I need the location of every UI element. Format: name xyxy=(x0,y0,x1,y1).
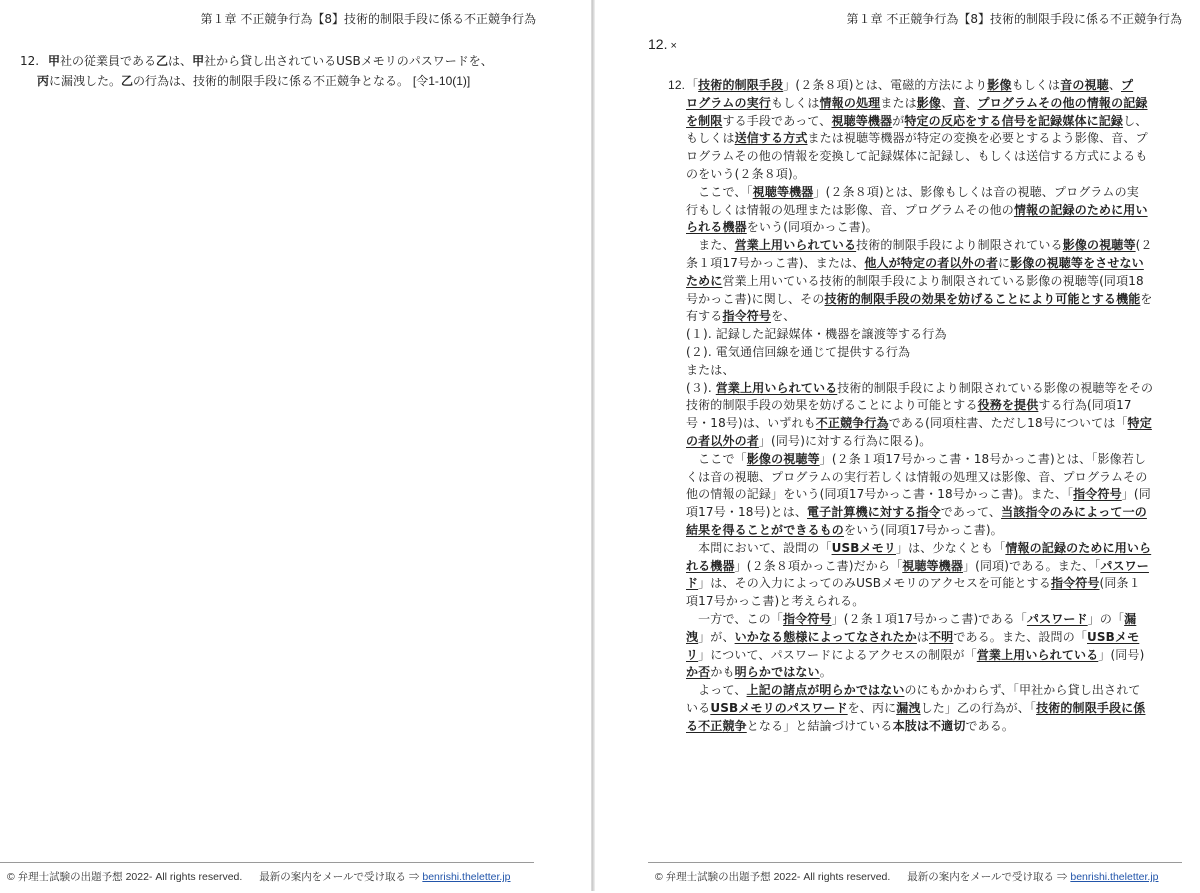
emphasis-term: パスワード xyxy=(1026,611,1088,626)
emphasis-term: プ xyxy=(1120,78,1134,92)
text-segment: 」(２条１項17号かっこ書・18号かっこ書)とは、「影像若し xyxy=(819,451,1147,466)
text-segment: であって、 xyxy=(940,505,1002,520)
text-segment: 社から貸し出されているUSBメモリのパスワードを、 xyxy=(204,54,493,68)
question-text-line2 xyxy=(37,74,409,88)
text-segment: した」乙の行為が、「 xyxy=(920,700,1037,715)
text-segment: 社の従業員である xyxy=(60,54,157,68)
emphasis-term: 役務を提供 xyxy=(977,398,1039,413)
text-segment: (１). 記録した記録媒体・機器を譲渡等する行為 xyxy=(686,327,947,342)
explanation-line xyxy=(686,540,1180,558)
bold-term: 丙 xyxy=(37,74,50,88)
explanation-number: 12. xyxy=(668,78,686,92)
text-segment: くは音の視聴、プログラムの実行若しくは情報の処理又は影像、音、プログラムその xyxy=(686,469,1148,484)
text-segment: もしくは xyxy=(686,131,735,146)
question-line-2 xyxy=(20,71,540,91)
emphasis-term: 影像の視聴等 xyxy=(1062,238,1136,253)
emphasis-term: 音 xyxy=(953,95,966,110)
text-segment: よって、 xyxy=(686,683,747,698)
text-segment: の行為は、技術的制限手段に係る不正競争となる。 xyxy=(133,74,410,88)
incorrect-mark-icon: × xyxy=(670,40,677,52)
emphasis-term: 営業上用いられている xyxy=(734,238,857,253)
footer-copyright: © 弁理士試験の出題予想 2022- All rights reserved. xyxy=(7,871,243,883)
emphasis-term: 影像の視聴等をさせない xyxy=(1010,255,1144,270)
text-segment: 他の情報の記録」をいう(同項17号かっこ書・18号かっこ書)。また、「 xyxy=(686,487,1074,502)
footer xyxy=(648,862,1182,893)
emphasis-term: 指令符号 xyxy=(782,611,832,626)
emphasis-term: 結果を得ることができるもの xyxy=(686,522,844,537)
explanation-line xyxy=(686,682,1180,700)
explanation-line xyxy=(686,486,1180,504)
text-segment: 技術的制限手段により制限されている xyxy=(856,238,1063,253)
explanation-line xyxy=(686,664,1180,682)
bold-term: 甲 xyxy=(192,54,205,68)
text-segment: 」が、 xyxy=(698,629,735,644)
text-segment: 」(２条１項17号かっこ書)である「 xyxy=(831,611,1027,626)
explanation-line xyxy=(686,202,1180,220)
answer-mark xyxy=(648,36,677,52)
emphasis-term: 技術的制限手段 xyxy=(698,78,784,92)
text-segment: 」(２条８項)とは、電磁的方法により xyxy=(783,78,988,92)
explanation-line xyxy=(686,504,1180,522)
question-number: 12. xyxy=(20,54,40,68)
emphasis-term: リ xyxy=(686,647,699,662)
text-segment: かも xyxy=(710,665,735,680)
emphasis-term: 営業上用いられている xyxy=(976,647,1099,662)
text-segment: または、 xyxy=(686,362,735,377)
text-segment: し、 xyxy=(1123,113,1148,128)
text-segment: する手段であって、 xyxy=(722,113,832,128)
emphasis-term: 影像 xyxy=(916,95,942,110)
text-segment: 」は、その入力によってのみUSBメモリのアクセスを可能とする xyxy=(698,576,1051,591)
emphasis-term: れる機器 xyxy=(686,558,735,573)
bold-term: 本肢は不適切 xyxy=(892,718,966,733)
text-segment: 」(同号) xyxy=(1098,647,1145,662)
explanation-line xyxy=(686,219,1180,237)
explanation-line xyxy=(686,166,1180,184)
chapter-header: 第１章 不正競争行為【8】技術的制限手段に係る不正競争行為 xyxy=(200,12,536,26)
emphasis-term: 不正競争行為 xyxy=(815,416,889,431)
text-segment: に漏洩した。 xyxy=(49,74,122,88)
explanation-line xyxy=(686,718,1180,736)
explanation-line xyxy=(686,397,1180,415)
emphasis-term: 特定の反応をする信号を記録媒体に記録 xyxy=(904,113,1124,128)
text-segment: 行もしくは情報の処理または影像、音、プログラムその他の xyxy=(686,202,1014,217)
text-segment: 。 xyxy=(819,665,832,680)
text-segment: のをいう(２条８項)。 xyxy=(686,166,806,181)
emphasis-term: 営業上用いられている xyxy=(715,380,838,395)
emphasis-term: 他人が特定の者以外の者 xyxy=(864,255,999,270)
text-segment: 営業上用いている技術的制限手段により制限されている影像の視聴等(同項18 xyxy=(722,273,1144,288)
text-segment: ログラムその他の情報を変換して記録媒体に記録し、もしくは送信する方式によるも xyxy=(686,149,1148,164)
emphasis-term: ログラムの実行 xyxy=(686,95,771,110)
text-segment: 本問において、設問の「 xyxy=(686,540,832,555)
text-segment: 」について、パスワードによるアクセスの制限が「 xyxy=(698,647,977,662)
text-segment: を xyxy=(1140,291,1153,306)
emphasis-term: ド xyxy=(686,576,699,591)
text-segment: 号・18号)は、いずれも xyxy=(686,416,816,431)
text-segment: ここで、「 xyxy=(686,184,753,199)
question-line-1 xyxy=(20,51,540,71)
text-segment: 一方で、この「 xyxy=(686,611,783,626)
text-segment: は、 xyxy=(168,54,193,68)
text-segment: 、 xyxy=(1108,78,1121,92)
emphasis-term: 音の視聴 xyxy=(1060,78,1109,92)
explanation-line xyxy=(686,575,1180,593)
question-citation: [令1-10(1)] xyxy=(412,74,471,88)
emphasis-term: 明らかではない xyxy=(734,665,820,680)
footer-notice: 最新の案内をメールで受け取る ⇒ xyxy=(259,871,420,883)
emphasis-term: 影像 xyxy=(987,78,1012,92)
emphasis-term: 洩 xyxy=(686,629,699,644)
explanation-line xyxy=(686,130,1180,148)
emphasis-term: 情報の記録のために用いら xyxy=(1005,540,1152,555)
explanation-line xyxy=(686,451,1180,469)
explanation-line xyxy=(686,184,1180,202)
emphasis-term: 漏洩 xyxy=(896,700,921,715)
emphasis-term: 技術的制限手段に係 xyxy=(1036,700,1146,715)
emphasis-term: を制限 xyxy=(686,113,723,128)
text-segment: 条１項17号かっこ書)、または、 xyxy=(686,255,865,270)
emphasis-term: 視聴等機器 xyxy=(902,558,963,573)
explanation-line xyxy=(686,308,1180,326)
emphasis-term: 指令符号 xyxy=(1073,487,1122,502)
emphasis-term: られる機器 xyxy=(686,220,747,235)
explanation-line xyxy=(686,593,1180,611)
explanation-line xyxy=(686,291,1180,309)
text-segment: (同条１ xyxy=(1099,576,1141,591)
explanation-line xyxy=(686,326,1180,344)
emphasis-term: 送信する方式 xyxy=(734,131,808,146)
explanation-line xyxy=(686,237,1180,255)
footer-link[interactable]: benrishi.theletter.jp xyxy=(1070,871,1159,883)
bold-term: 乙 xyxy=(156,54,169,68)
emphasis-term: 特定 xyxy=(1127,416,1152,431)
explanation-line xyxy=(686,148,1180,166)
explanation-line xyxy=(686,113,1180,131)
footer-notice: 最新の案内をメールで受け取る ⇒ xyxy=(907,871,1068,883)
text-segment: (２). 電気通信回線を通じて提供する行為 xyxy=(686,344,911,359)
explanation-line xyxy=(686,255,1180,273)
explanation xyxy=(668,77,1180,735)
emphasis-term: 指令符号 xyxy=(722,309,772,324)
explanation-line xyxy=(686,77,1180,95)
text-segment: 「 xyxy=(686,78,699,92)
text-segment: をいう(同項17号かっこ書)。 xyxy=(843,522,1003,537)
emphasis-term: 電子計算機に対する指令 xyxy=(807,505,941,520)
explanation-line xyxy=(686,558,1180,576)
left-page xyxy=(0,0,591,891)
text-segment: いる xyxy=(686,700,711,715)
text-segment: のにもかかわらず、「甲社から貸し出されて xyxy=(904,683,1141,698)
text-segment: 技術的制限手段により制限されている影像の視聴等をその xyxy=(837,380,1154,395)
emphasis-term: 当該指令のみによって一の xyxy=(1001,505,1147,520)
text-segment: となる」と結論づけている xyxy=(746,718,893,733)
text-segment: また、 xyxy=(686,238,735,253)
footer xyxy=(0,862,534,893)
text-segment: 号かっこ書)に関し、その xyxy=(686,291,825,306)
text-segment: 」(同 xyxy=(1121,487,1151,502)
emphasis-term: 指令符号 xyxy=(1050,576,1100,591)
text-segment: 」(２条８項)とは、影像もしくは音の視聴、プログラムの実 xyxy=(813,184,1139,199)
explanation-line xyxy=(686,380,1180,398)
text-segment: である。また、設問の「 xyxy=(953,629,1087,644)
emphasis-term: ために xyxy=(686,273,723,288)
emphasis-term: 漏 xyxy=(1124,611,1137,626)
footer-copyright: © 弁理士試験の出題予想 2022- All rights reserved. xyxy=(655,871,891,883)
explanation-line xyxy=(686,700,1180,718)
text-segment: もしくは xyxy=(1011,78,1061,92)
emphasis-term: の者以外の者 xyxy=(686,433,759,448)
text-segment: が xyxy=(892,113,905,128)
text-segment: ここで「 xyxy=(686,451,747,466)
emphasis-term: 不明 xyxy=(929,629,954,644)
explanation-line xyxy=(686,629,1180,647)
emphasis-term: る不正競争 xyxy=(686,718,747,733)
text-segment: をいう(同項かっこ書)。 xyxy=(746,220,878,235)
explanation-line xyxy=(686,469,1180,487)
text-segment: (３). xyxy=(686,380,716,395)
text-segment: 項17号かっこ書)と考えられる。 xyxy=(686,594,865,609)
text-segment: または xyxy=(880,95,917,110)
text-segment: に xyxy=(998,255,1011,270)
text-segment: もしくは xyxy=(770,95,820,110)
question-text-line1 xyxy=(48,54,493,68)
emphasis-term: いかなる態様によってなされたか xyxy=(734,629,917,644)
text-segment: または視聴等機器が特定の変換を必要とするよう影像、音、プ xyxy=(807,131,1148,146)
explanation-line xyxy=(686,95,1180,113)
text-segment: 項17号・18号)とは、 xyxy=(686,505,808,520)
emphasis-term: USBメモリ xyxy=(831,540,896,555)
text-segment: である(同項柱書、ただし18号については「 xyxy=(888,416,1128,431)
emphasis-term: パスワー xyxy=(1100,558,1149,573)
text-segment: 技術的制限手段の効果を妨げることにより可能とする xyxy=(686,398,978,413)
text-segment: 」(同号)に対する行為に限る)。 xyxy=(758,433,932,448)
text-segment: である。 xyxy=(965,718,1015,733)
text-segment: 」(２条８項かっこ書)だから「 xyxy=(734,558,903,573)
explanation-line xyxy=(686,344,1180,362)
explanation-line xyxy=(686,611,1180,629)
explanation-body xyxy=(686,77,1180,735)
explanation-line xyxy=(686,362,1180,380)
bold-term: 乙 xyxy=(121,74,134,88)
emphasis-term: 上記の諸点が明らかではない xyxy=(746,683,905,698)
emphasis-term: USBメモリのパスワード xyxy=(710,700,848,715)
text-segment: する行為(同項17 xyxy=(1038,398,1132,413)
text-segment: を、 xyxy=(771,309,796,324)
text-segment: 有する xyxy=(686,309,723,324)
emphasis-term: 影像の視聴等 xyxy=(746,451,820,466)
explanation-line xyxy=(686,647,1180,665)
question-12 xyxy=(20,51,540,91)
emphasis-term: 技術的制限手段の効果を妨げることにより可能とする機能 xyxy=(824,291,1141,306)
explanation-line xyxy=(686,273,1180,291)
text-segment: 」(同項)である。また、「 xyxy=(963,558,1101,573)
emphasis-term: USBメモ xyxy=(1087,629,1140,644)
text-segment: は xyxy=(916,629,930,644)
emphasis-term: 情報の記録のために用い xyxy=(1013,202,1148,217)
emphasis-term: 視聴等機器 xyxy=(752,184,814,199)
text-segment: 、 xyxy=(941,95,954,110)
explanation-line xyxy=(686,522,1180,540)
explanation-line xyxy=(686,415,1180,433)
footer-link[interactable]: benrishi.theletter.jp xyxy=(422,871,511,883)
explanation-line xyxy=(686,433,1180,451)
text-segment: 」は、少なくとも「 xyxy=(896,540,1006,555)
text-segment: 、 xyxy=(965,95,978,110)
text-segment: 」の「 xyxy=(1087,611,1125,626)
emphasis-term: 視聴等機器 xyxy=(831,113,893,128)
right-page xyxy=(595,0,1200,891)
emphasis-term: か否 xyxy=(686,665,711,680)
text-segment: を、丙に xyxy=(847,700,897,715)
emphasis-term: 情報の処理 xyxy=(819,95,881,110)
emphasis-term: プログラムその他の情報の記録 xyxy=(977,95,1148,110)
bold-term: 甲 xyxy=(48,54,61,68)
chapter-header: 第１章 不正競争行為【8】技術的制限手段に係る不正競争行為 xyxy=(846,12,1182,26)
answer-number: 12. xyxy=(648,36,668,52)
text-segment: (２ xyxy=(1135,238,1153,253)
